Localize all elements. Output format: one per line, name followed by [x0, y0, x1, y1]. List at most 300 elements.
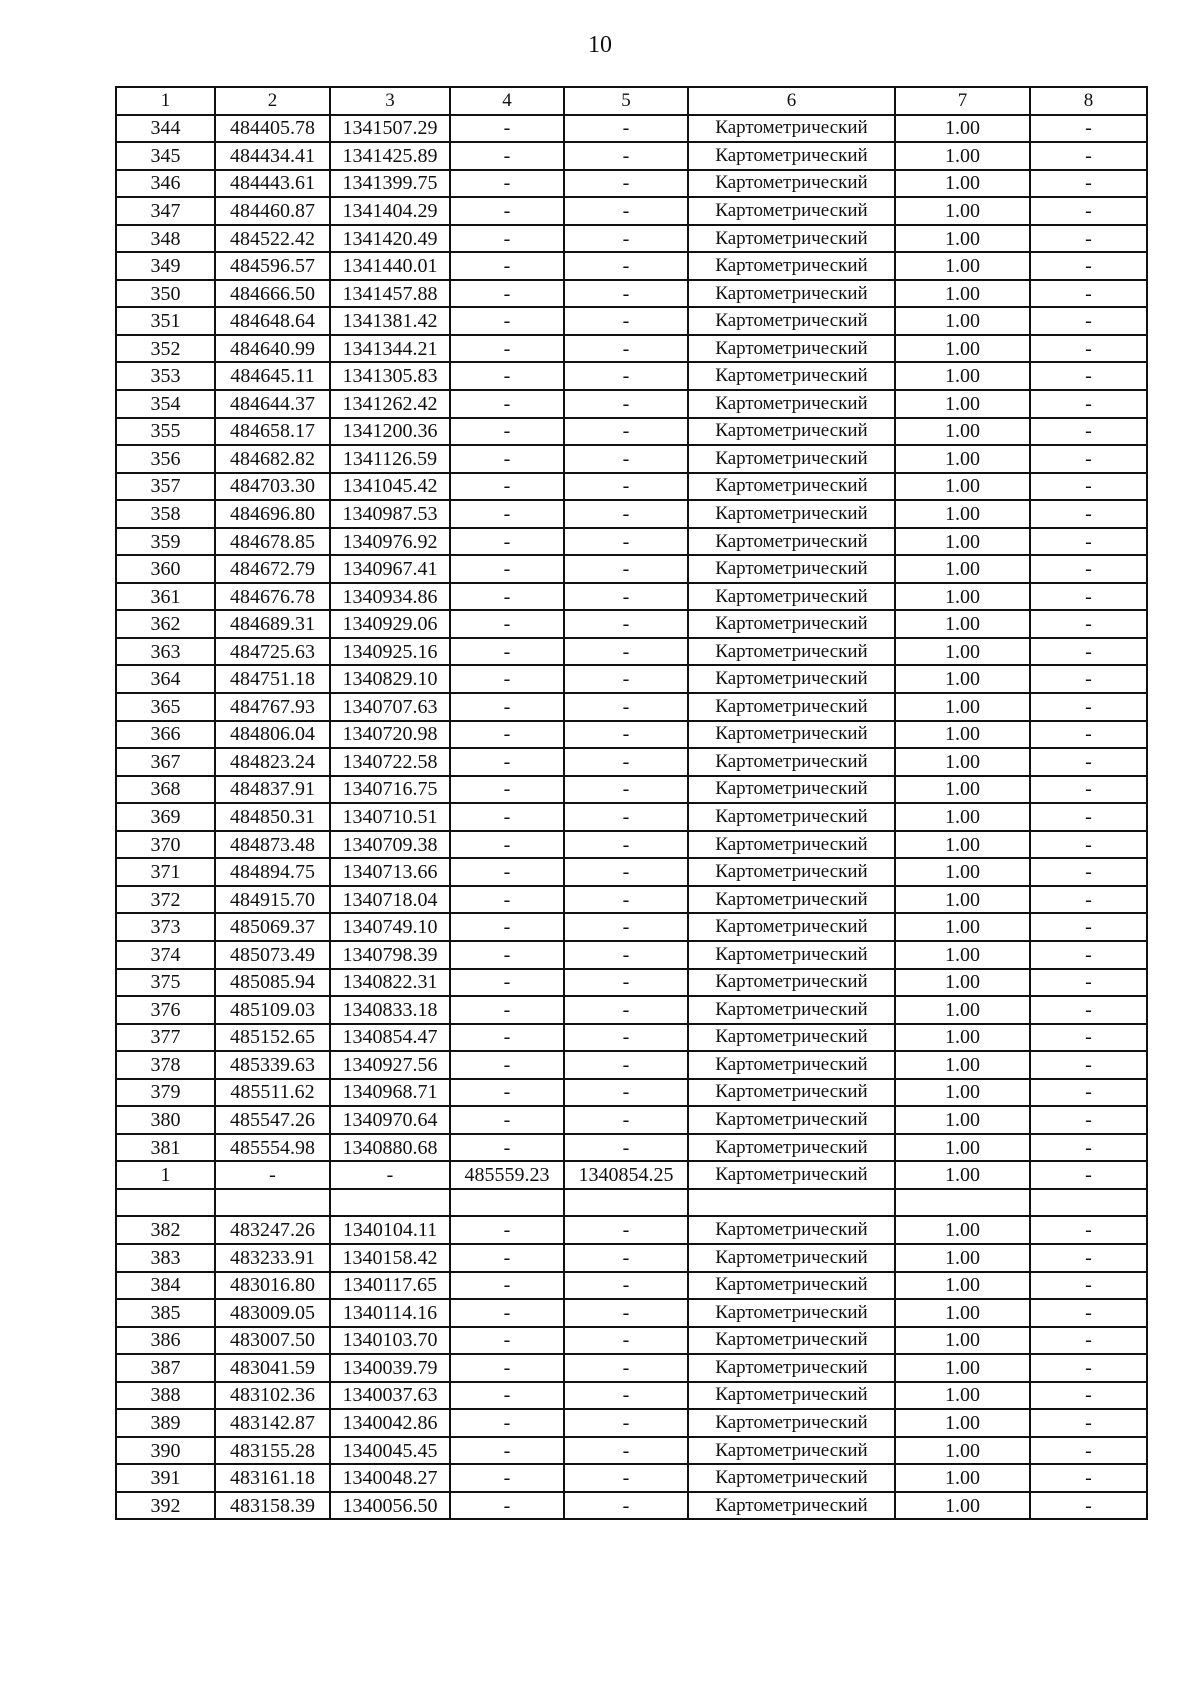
point-number-cell: 378 [116, 1051, 215, 1079]
note-cell: - [1030, 335, 1147, 363]
column-header: 5 [564, 87, 688, 115]
x-coordinate-alt-cell: - [450, 1051, 564, 1079]
table-row [116, 225, 1147, 253]
accuracy-cell: 1.00 [895, 721, 1030, 749]
method-cell: Картометрический [688, 583, 895, 611]
x-coordinate-cell: 484596.57 [215, 252, 330, 280]
method-cell: Картометрический [688, 252, 895, 280]
table-row [116, 1492, 1147, 1520]
note-cell: - [1030, 1464, 1147, 1492]
method-cell: Картометрический [688, 1106, 895, 1134]
point-number-cell: 372 [116, 886, 215, 914]
column-header: 8 [1030, 87, 1147, 115]
table-row [116, 803, 1147, 831]
x-coordinate-cell: 485339.63 [215, 1051, 330, 1079]
x-coordinate-alt-cell [450, 1189, 564, 1217]
x-coordinate-cell: 483161.18 [215, 1464, 330, 1492]
method-cell [688, 1189, 895, 1217]
method-cell: Картометрический [688, 362, 895, 390]
note-cell: - [1030, 693, 1147, 721]
point-number-cell: 388 [116, 1382, 215, 1410]
note-cell: - [1030, 803, 1147, 831]
accuracy-cell: 1.00 [895, 693, 1030, 721]
point-number-cell: 362 [116, 610, 215, 638]
point-number-cell: 389 [116, 1409, 215, 1437]
y-coordinate-alt-cell: - [564, 390, 688, 418]
x-coordinate-cell: 483041.59 [215, 1354, 330, 1382]
y-coordinate-alt-cell: - [564, 1327, 688, 1355]
x-coordinate-cell: 485547.26 [215, 1106, 330, 1134]
y-coordinate-alt-cell: - [564, 362, 688, 390]
table-row [116, 418, 1147, 446]
accuracy-cell: 1.00 [895, 280, 1030, 308]
point-number-cell: 376 [116, 996, 215, 1024]
y-coordinate-alt-cell: - [564, 858, 688, 886]
x-coordinate-alt-cell: - [450, 941, 564, 969]
note-cell: - [1030, 115, 1147, 143]
y-coordinate-cell [330, 1189, 450, 1217]
method-cell: Картометрический [688, 665, 895, 693]
y-coordinate-cell: 1341507.29 [330, 115, 450, 143]
y-coordinate-alt-cell: - [564, 1299, 688, 1327]
table-row [116, 1134, 1147, 1162]
table-row [116, 1272, 1147, 1300]
method-cell: Картометрический [688, 941, 895, 969]
y-coordinate-alt-cell: - [564, 583, 688, 611]
x-coordinate-alt-cell: - [450, 335, 564, 363]
method-cell: Картометрический [688, 473, 895, 501]
y-coordinate-alt-cell: - [564, 776, 688, 804]
accuracy-cell: 1.00 [895, 1106, 1030, 1134]
accuracy-cell: 1.00 [895, 610, 1030, 638]
accuracy-cell: 1.00 [895, 445, 1030, 473]
note-cell: - [1030, 1244, 1147, 1272]
table-body [116, 115, 1147, 1520]
point-number-cell: 390 [116, 1437, 215, 1465]
x-coordinate-alt-cell: - [450, 1464, 564, 1492]
table-row [116, 1079, 1147, 1107]
note-cell: - [1030, 1492, 1147, 1520]
y-coordinate-cell: 1340710.51 [330, 803, 450, 831]
table-row [116, 1382, 1147, 1410]
method-cell: Картометрический [688, 1134, 895, 1162]
accuracy-cell: 1.00 [895, 665, 1030, 693]
y-coordinate-cell: 1340829.10 [330, 665, 450, 693]
x-coordinate-alt-cell: - [450, 1024, 564, 1052]
column-header: 3 [330, 87, 450, 115]
point-number-cell: 364 [116, 665, 215, 693]
accuracy-cell: 1.00 [895, 225, 1030, 253]
note-cell: - [1030, 280, 1147, 308]
note-cell: - [1030, 638, 1147, 666]
point-number-cell: 344 [116, 115, 215, 143]
note-cell: - [1030, 445, 1147, 473]
x-coordinate-alt-cell: - [450, 307, 564, 335]
table-row [116, 610, 1147, 638]
point-number-cell: 351 [116, 307, 215, 335]
table-row [116, 280, 1147, 308]
table-row [116, 886, 1147, 914]
note-cell: - [1030, 1382, 1147, 1410]
y-coordinate-cell: 1340967.41 [330, 555, 450, 583]
y-coordinate-cell: 1340970.64 [330, 1106, 450, 1134]
table-row [116, 1409, 1147, 1437]
y-coordinate-cell: 1340968.71 [330, 1079, 450, 1107]
accuracy-cell: 1.00 [895, 1464, 1030, 1492]
accuracy-cell: 1.00 [895, 500, 1030, 528]
x-coordinate-alt-cell: - [450, 555, 564, 583]
table-row [116, 1106, 1147, 1134]
x-coordinate-alt-cell: - [450, 776, 564, 804]
accuracy-cell: 1.00 [895, 1437, 1030, 1465]
accuracy-cell: 1.00 [895, 748, 1030, 776]
x-coordinate-alt-cell: - [450, 1134, 564, 1162]
note-cell: - [1030, 1299, 1147, 1327]
y-coordinate-alt-cell: - [564, 638, 688, 666]
y-coordinate-cell: 1341440.01 [330, 252, 450, 280]
accuracy-cell: 1.00 [895, 1216, 1030, 1244]
x-coordinate-alt-cell: - [450, 1354, 564, 1382]
x-coordinate-alt-cell: - [450, 913, 564, 941]
table-row [116, 969, 1147, 997]
column-header: 1 [116, 87, 215, 115]
method-cell: Картометрический [688, 1327, 895, 1355]
y-coordinate-alt-cell: - [564, 748, 688, 776]
y-coordinate-alt-cell: - [564, 1244, 688, 1272]
x-coordinate-cell: 483155.28 [215, 1437, 330, 1465]
point-number-cell: 377 [116, 1024, 215, 1052]
method-cell: Картометрический [688, 1492, 895, 1520]
accuracy-cell: 1.00 [895, 638, 1030, 666]
method-cell: Картометрический [688, 555, 895, 583]
x-coordinate-alt-cell: - [450, 831, 564, 859]
point-number-cell: 355 [116, 418, 215, 446]
point-number-cell: 356 [116, 445, 215, 473]
x-coordinate-cell: 484645.11 [215, 362, 330, 390]
accuracy-cell: 1.00 [895, 803, 1030, 831]
y-coordinate-cell: 1341126.59 [330, 445, 450, 473]
x-coordinate-alt-cell: - [450, 418, 564, 446]
x-coordinate-cell: 483247.26 [215, 1216, 330, 1244]
y-coordinate-cell: 1341045.42 [330, 473, 450, 501]
note-cell: - [1030, 170, 1147, 198]
method-cell: Картометрический [688, 500, 895, 528]
table-row [116, 913, 1147, 941]
table-row [116, 500, 1147, 528]
table-row [116, 445, 1147, 473]
table-row [116, 831, 1147, 859]
y-coordinate-alt-cell: - [564, 252, 688, 280]
accuracy-cell: 1.00 [895, 996, 1030, 1024]
y-coordinate-alt-cell: - [564, 142, 688, 170]
point-number-cell: 380 [116, 1106, 215, 1134]
x-coordinate-cell: 484894.75 [215, 858, 330, 886]
note-cell: - [1030, 610, 1147, 638]
x-coordinate-cell: 484443.61 [215, 170, 330, 198]
y-coordinate-alt-cell: - [564, 1272, 688, 1300]
y-coordinate-cell: 1341457.88 [330, 280, 450, 308]
y-coordinate-cell: 1340037.63 [330, 1382, 450, 1410]
y-coordinate-alt-cell: - [564, 307, 688, 335]
note-cell: - [1030, 1134, 1147, 1162]
accuracy-cell: 1.00 [895, 1079, 1030, 1107]
y-coordinate-alt-cell: - [564, 941, 688, 969]
page-number: 10 [588, 32, 612, 58]
table-row [116, 142, 1147, 170]
y-coordinate-cell: 1340929.06 [330, 610, 450, 638]
note-cell: - [1030, 583, 1147, 611]
point-number-cell: 392 [116, 1492, 215, 1520]
method-cell: Картометрический [688, 638, 895, 666]
note-cell: - [1030, 665, 1147, 693]
point-number-cell: 359 [116, 528, 215, 556]
point-number-cell: 370 [116, 831, 215, 859]
y-coordinate-cell: 1340934.86 [330, 583, 450, 611]
y-coordinate-cell: 1341200.36 [330, 418, 450, 446]
y-coordinate-alt-cell: - [564, 1354, 688, 1382]
y-coordinate-alt-cell: 1340854.25 [564, 1161, 688, 1189]
table-row [116, 555, 1147, 583]
x-coordinate-cell: 484676.78 [215, 583, 330, 611]
note-cell: - [1030, 555, 1147, 583]
y-coordinate-alt-cell: - [564, 418, 688, 446]
table-row [116, 362, 1147, 390]
method-cell: Картометрический [688, 1051, 895, 1079]
x-coordinate-alt-cell: - [450, 721, 564, 749]
x-coordinate-alt-cell: - [450, 142, 564, 170]
y-coordinate-cell: 1340749.10 [330, 913, 450, 941]
point-number-cell: 361 [116, 583, 215, 611]
table-row [116, 1354, 1147, 1382]
accuracy-cell: 1.00 [895, 1492, 1030, 1520]
x-coordinate-alt-cell: - [450, 610, 564, 638]
note-cell: - [1030, 390, 1147, 418]
y-coordinate-cell: 1340042.86 [330, 1409, 450, 1437]
y-coordinate-cell: 1341344.21 [330, 335, 450, 363]
accuracy-cell: 1.00 [895, 1161, 1030, 1189]
accuracy-cell: 1.00 [895, 831, 1030, 859]
point-number-cell: 345 [116, 142, 215, 170]
note-cell: - [1030, 1437, 1147, 1465]
x-coordinate-alt-cell: - [450, 1272, 564, 1300]
x-coordinate-cell: 484806.04 [215, 721, 330, 749]
table-row [116, 1244, 1147, 1272]
table-row [116, 941, 1147, 969]
note-cell: - [1030, 197, 1147, 225]
x-coordinate-cell [215, 1189, 330, 1217]
x-coordinate-alt-cell: - [450, 170, 564, 198]
x-coordinate-alt-cell: - [450, 1079, 564, 1107]
note-cell: - [1030, 886, 1147, 914]
note-cell: - [1030, 776, 1147, 804]
x-coordinate-alt-cell: - [450, 390, 564, 418]
accuracy-cell: 1.00 [895, 252, 1030, 280]
accuracy-cell: 1.00 [895, 1244, 1030, 1272]
note-cell: - [1030, 969, 1147, 997]
x-coordinate-cell: 484648.64 [215, 307, 330, 335]
y-coordinate-alt-cell: - [564, 528, 688, 556]
note-cell: - [1030, 1354, 1147, 1382]
y-coordinate-cell: 1340718.04 [330, 886, 450, 914]
accuracy-cell: 1.00 [895, 913, 1030, 941]
accuracy-cell: 1.00 [895, 858, 1030, 886]
x-coordinate-cell: 484640.99 [215, 335, 330, 363]
accuracy-cell: 1.00 [895, 1134, 1030, 1162]
x-coordinate-cell: 484658.17 [215, 418, 330, 446]
x-coordinate-alt-cell: - [450, 1299, 564, 1327]
y-coordinate-alt-cell [564, 1189, 688, 1217]
table-row [116, 335, 1147, 363]
method-cell: Картометрический [688, 1382, 895, 1410]
point-number-cell: 387 [116, 1354, 215, 1382]
method-cell: Картометрический [688, 528, 895, 556]
x-coordinate-cell: 485085.94 [215, 969, 330, 997]
accuracy-cell: 1.00 [895, 390, 1030, 418]
x-coordinate-cell: 483007.50 [215, 1327, 330, 1355]
x-coordinate-cell: 484873.48 [215, 831, 330, 859]
method-cell: Картометрический [688, 858, 895, 886]
note-cell: - [1030, 142, 1147, 170]
note-cell: - [1030, 1409, 1147, 1437]
accuracy-cell: 1.00 [895, 362, 1030, 390]
point-number-cell: 367 [116, 748, 215, 776]
table-row [116, 638, 1147, 666]
y-coordinate-cell: 1340117.65 [330, 1272, 450, 1300]
table-row [116, 996, 1147, 1024]
method-cell: Картометрический [688, 996, 895, 1024]
y-coordinate-alt-cell: - [564, 1134, 688, 1162]
x-coordinate-cell: 484689.31 [215, 610, 330, 638]
column-header: 6 [688, 87, 895, 115]
x-coordinate-cell: 485069.37 [215, 913, 330, 941]
note-cell: - [1030, 362, 1147, 390]
y-coordinate-cell: 1340722.58 [330, 748, 450, 776]
method-cell: Картометрический [688, 280, 895, 308]
point-number-cell: 353 [116, 362, 215, 390]
y-coordinate-alt-cell: - [564, 1464, 688, 1492]
method-cell: Картометрический [688, 886, 895, 914]
x-coordinate-alt-cell: - [450, 1437, 564, 1465]
table-row [116, 115, 1147, 143]
y-coordinate-cell: - [330, 1161, 450, 1189]
x-coordinate-alt-cell: - [450, 996, 564, 1024]
x-coordinate-alt-cell: - [450, 1409, 564, 1437]
x-coordinate-alt-cell: - [450, 252, 564, 280]
x-coordinate-cell: 483009.05 [215, 1299, 330, 1327]
method-cell: Картометрический [688, 170, 895, 198]
x-coordinate-cell: 484703.30 [215, 473, 330, 501]
y-coordinate-alt-cell: - [564, 693, 688, 721]
method-cell: Картометрический [688, 831, 895, 859]
x-coordinate-cell: 484767.93 [215, 693, 330, 721]
x-coordinate-alt-cell: - [450, 280, 564, 308]
method-cell: Картометрический [688, 1024, 895, 1052]
y-coordinate-alt-cell: - [564, 555, 688, 583]
note-cell: - [1030, 1024, 1147, 1052]
x-coordinate-cell: 484644.37 [215, 390, 330, 418]
x-coordinate-cell: 485109.03 [215, 996, 330, 1024]
accuracy-cell: 1.00 [895, 941, 1030, 969]
table-row [116, 197, 1147, 225]
x-coordinate-cell: 484915.70 [215, 886, 330, 914]
y-coordinate-cell: 1341420.49 [330, 225, 450, 253]
y-coordinate-alt-cell: - [564, 197, 688, 225]
y-coordinate-cell: 1341425.89 [330, 142, 450, 170]
point-number-cell: 368 [116, 776, 215, 804]
x-coordinate-alt-cell: - [450, 500, 564, 528]
accuracy-cell [895, 1189, 1030, 1217]
table-row [116, 1299, 1147, 1327]
y-coordinate-alt-cell: - [564, 1382, 688, 1410]
y-coordinate-cell: 1340048.27 [330, 1464, 450, 1492]
x-coordinate-alt-cell: - [450, 115, 564, 143]
x-coordinate-cell: - [215, 1161, 330, 1189]
table-row [116, 528, 1147, 556]
note-cell: - [1030, 307, 1147, 335]
y-coordinate-alt-cell: - [564, 610, 688, 638]
y-coordinate-cell: 1340713.66 [330, 858, 450, 886]
table-row [116, 1161, 1147, 1189]
method-cell: Картометрический [688, 1354, 895, 1382]
x-coordinate-cell: 484837.91 [215, 776, 330, 804]
y-coordinate-cell: 1341381.42 [330, 307, 450, 335]
x-coordinate-cell: 483102.36 [215, 1382, 330, 1410]
y-coordinate-alt-cell: - [564, 500, 688, 528]
note-cell: - [1030, 252, 1147, 280]
x-coordinate-alt-cell: - [450, 473, 564, 501]
x-coordinate-alt-cell: - [450, 1106, 564, 1134]
method-cell: Картометрический [688, 418, 895, 446]
note-cell: - [1030, 1079, 1147, 1107]
y-coordinate-alt-cell: - [564, 721, 688, 749]
x-coordinate-alt-cell: - [450, 583, 564, 611]
x-coordinate-cell: 483158.39 [215, 1492, 330, 1520]
x-coordinate-cell: 483016.80 [215, 1272, 330, 1300]
x-coordinate-cell: 485554.98 [215, 1134, 330, 1162]
accuracy-cell: 1.00 [895, 335, 1030, 363]
x-coordinate-alt-cell: - [450, 803, 564, 831]
accuracy-cell: 1.00 [895, 142, 1030, 170]
x-coordinate-cell: 483233.91 [215, 1244, 330, 1272]
y-coordinate-alt-cell: - [564, 115, 688, 143]
point-number-cell: 363 [116, 638, 215, 666]
note-cell: - [1030, 473, 1147, 501]
method-cell: Картометрический [688, 142, 895, 170]
note-cell: - [1030, 858, 1147, 886]
y-coordinate-cell: 1340114.16 [330, 1299, 450, 1327]
table-row [116, 748, 1147, 776]
y-coordinate-cell: 1340822.31 [330, 969, 450, 997]
accuracy-cell: 1.00 [895, 170, 1030, 198]
x-coordinate-alt-cell: - [450, 969, 564, 997]
x-coordinate-cell: 484434.41 [215, 142, 330, 170]
y-coordinate-cell: 1340045.45 [330, 1437, 450, 1465]
y-coordinate-cell: 1340925.16 [330, 638, 450, 666]
y-coordinate-cell: 1340103.70 [330, 1327, 450, 1355]
method-cell: Картометрический [688, 390, 895, 418]
method-cell: Картометрический [688, 776, 895, 804]
point-number-cell: 386 [116, 1327, 215, 1355]
point-number-cell: 1 [116, 1161, 215, 1189]
x-coordinate-alt-cell: - [450, 362, 564, 390]
y-coordinate-alt-cell: - [564, 665, 688, 693]
y-coordinate-alt-cell: - [564, 1106, 688, 1134]
x-coordinate-alt-cell: - [450, 1244, 564, 1272]
point-number-cell: 348 [116, 225, 215, 253]
y-coordinate-cell: 1341399.75 [330, 170, 450, 198]
note-cell: - [1030, 500, 1147, 528]
method-cell: Картометрический [688, 1464, 895, 1492]
